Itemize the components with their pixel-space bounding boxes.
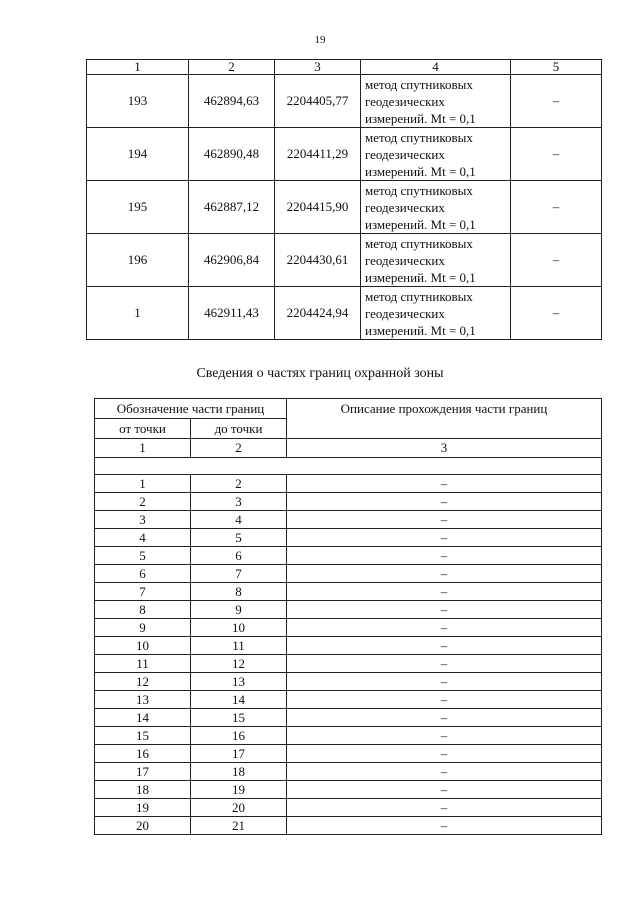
coordinates-table <box>86 59 602 340</box>
coordinate-y: 2204405,77 <box>275 75 361 128</box>
designation-header: Обозначение части границ <box>95 399 287 419</box>
description-header: Описание прохождения части границ <box>287 399 602 439</box>
column-number: 5 <box>511 60 602 75</box>
to-point: 2 <box>191 475 287 493</box>
table-row <box>95 547 602 565</box>
note-cell: – <box>511 234 602 287</box>
to-point-header: до точки <box>191 419 287 439</box>
point-number: 193 <box>87 75 189 128</box>
description-cell: – <box>287 799 602 817</box>
table-row <box>95 583 602 601</box>
from-point: 3 <box>95 511 191 529</box>
coordinate-x: 462887,12 <box>189 181 275 234</box>
to-point: 18 <box>191 763 287 781</box>
table-row <box>95 655 602 673</box>
point-number: 195 <box>87 181 189 234</box>
from-point: 5 <box>95 547 191 565</box>
to-point: 21 <box>191 817 287 835</box>
coordinate-x: 462906,84 <box>189 234 275 287</box>
to-point: 13 <box>191 673 287 691</box>
description-cell: – <box>287 583 602 601</box>
table-row <box>95 601 602 619</box>
table-row <box>95 691 602 709</box>
table-row <box>95 817 602 835</box>
note-cell: – <box>511 287 602 340</box>
method-description: метод спутниковых геодезических измерений. Mt = 0,1 <box>361 234 511 287</box>
table-row <box>95 673 602 691</box>
from-point: 17 <box>95 763 191 781</box>
point-number: 194 <box>87 128 189 181</box>
to-point: 9 <box>191 601 287 619</box>
page-number: 19 <box>314 34 326 46</box>
from-point: 6 <box>95 565 191 583</box>
column-number: 1 <box>95 439 191 458</box>
to-point: 20 <box>191 799 287 817</box>
description-cell: – <box>287 529 602 547</box>
table-row <box>87 181 602 234</box>
table-row <box>87 287 602 340</box>
point-number: 196 <box>87 234 189 287</box>
to-point: 4 <box>191 511 287 529</box>
column-number: 1 <box>87 60 189 75</box>
method-description: метод спутниковых геодезических измерений. Mt = 0,1 <box>361 75 511 128</box>
column-number-row <box>95 439 602 458</box>
coordinate-x: 462911,43 <box>189 287 275 340</box>
method-description: метод спутниковых геодезических измерений. Mt = 0,1 <box>361 128 511 181</box>
description-cell: – <box>287 673 602 691</box>
from-point: 11 <box>95 655 191 673</box>
coordinate-x: 462890,48 <box>189 128 275 181</box>
column-number: 2 <box>189 60 275 75</box>
from-point: 12 <box>95 673 191 691</box>
table-row <box>95 781 602 799</box>
from-point: 13 <box>95 691 191 709</box>
note-cell: – <box>511 128 602 181</box>
table-row <box>87 75 602 128</box>
from-point: 19 <box>95 799 191 817</box>
description-cell: – <box>287 709 602 727</box>
table-row <box>95 709 602 727</box>
from-point: 4 <box>95 529 191 547</box>
table-row <box>95 799 602 817</box>
table-row <box>95 637 602 655</box>
description-cell: – <box>287 493 602 511</box>
to-point: 5 <box>191 529 287 547</box>
table-row <box>87 234 602 287</box>
blank-row <box>95 458 602 475</box>
coordinate-x: 462894,63 <box>189 75 275 128</box>
description-cell: – <box>287 781 602 799</box>
description-cell: – <box>287 511 602 529</box>
table-row <box>95 619 602 637</box>
table-row <box>95 529 602 547</box>
from-point: 1 <box>95 475 191 493</box>
boundary-parts-table <box>94 398 602 835</box>
from-point: 20 <box>95 817 191 835</box>
description-cell: – <box>287 475 602 493</box>
coordinate-y: 2204411,29 <box>275 128 361 181</box>
from-point: 2 <box>95 493 191 511</box>
blank-cell <box>95 458 602 475</box>
to-point: 10 <box>191 619 287 637</box>
note-cell: – <box>511 75 602 128</box>
table-row <box>95 763 602 781</box>
table-row <box>95 727 602 745</box>
description-cell: – <box>287 691 602 709</box>
description-cell: – <box>287 817 602 835</box>
to-point: 14 <box>191 691 287 709</box>
to-point: 6 <box>191 547 287 565</box>
note-cell: – <box>511 181 602 234</box>
description-cell: – <box>287 655 602 673</box>
section-title: Сведения о частях границ охранной зоны <box>196 366 444 381</box>
parts-header-row <box>95 399 602 419</box>
description-cell: – <box>287 727 602 745</box>
coordinate-y: 2204424,94 <box>275 287 361 340</box>
to-point: 16 <box>191 727 287 745</box>
column-number: 3 <box>275 60 361 75</box>
table-row <box>87 128 602 181</box>
from-point-header: от точки <box>95 419 191 439</box>
description-cell: – <box>287 637 602 655</box>
to-point: 3 <box>191 493 287 511</box>
description-cell: – <box>287 547 602 565</box>
description-cell: – <box>287 619 602 637</box>
coordinates-header-row <box>87 60 602 75</box>
column-number: 3 <box>287 439 602 458</box>
description-cell: – <box>287 601 602 619</box>
from-point: 9 <box>95 619 191 637</box>
coordinate-y: 2204430,61 <box>275 234 361 287</box>
from-point: 10 <box>95 637 191 655</box>
from-point: 18 <box>95 781 191 799</box>
from-point: 16 <box>95 745 191 763</box>
column-number: 4 <box>361 60 511 75</box>
coordinate-y: 2204415,90 <box>275 181 361 234</box>
description-cell: – <box>287 763 602 781</box>
to-point: 8 <box>191 583 287 601</box>
to-point: 7 <box>191 565 287 583</box>
to-point: 17 <box>191 745 287 763</box>
table-row <box>95 475 602 493</box>
method-description: метод спутниковых геодезических измерений. Mt = 0,1 <box>361 181 511 234</box>
to-point: 15 <box>191 709 287 727</box>
from-point: 14 <box>95 709 191 727</box>
table-row <box>95 565 602 583</box>
parts-rows <box>95 475 602 835</box>
from-point: 15 <box>95 727 191 745</box>
table-row <box>95 493 602 511</box>
method-description: метод спутниковых геодезических измерений. Mt = 0,1 <box>361 287 511 340</box>
table-row <box>95 511 602 529</box>
to-point: 12 <box>191 655 287 673</box>
to-point: 19 <box>191 781 287 799</box>
table-row <box>95 745 602 763</box>
description-cell: – <box>287 745 602 763</box>
description-cell: – <box>287 565 602 583</box>
column-number: 2 <box>191 439 287 458</box>
point-number: 1 <box>87 287 189 340</box>
from-point: 7 <box>95 583 191 601</box>
to-point: 11 <box>191 637 287 655</box>
from-point: 8 <box>95 601 191 619</box>
